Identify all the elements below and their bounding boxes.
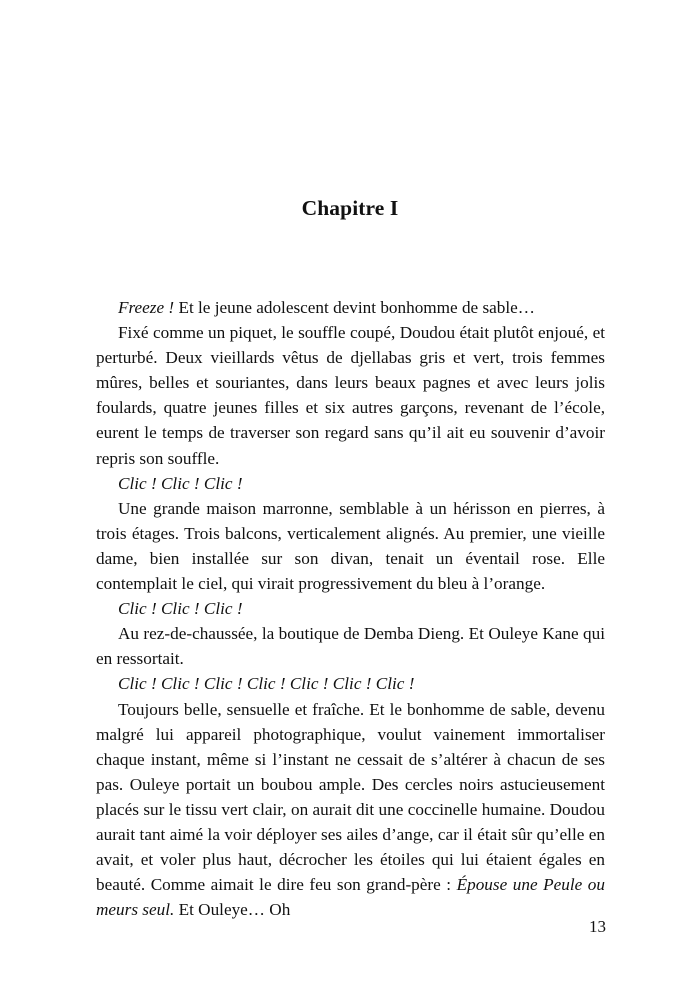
paragraph — [96, 471, 605, 496]
chapter-title: Chapitre I — [301, 196, 399, 220]
chapter-body — [96, 295, 605, 922]
paragraph-text: Toujours belle, sensuelle et fraîche. Et le bonhomme de sable, devenu malgré lui appareil photographique, voulut vainement immortaliser chaque instant, même si l’instant ne cessait de s’altérer à chacun de ses pas. Ouleye portait un boubou ample. Des cercles noirs astucieusement placés sur le tissu vert clair, on aurait dit une coccinelle humaine. Doudou aurait tant aimé la voir déployer ses ailes d’ange, car il était sûr qu’elle en avait, et voler plus haut, décrocher les étoiles qui lui étaient égales en beauté. Comme aimait le dire feu son grand-père : — [96, 699, 605, 895]
sound-effect: Clic ! Clic ! Clic ! Clic ! Clic ! Clic ! Clic ! — [118, 674, 415, 694]
paragraph-text: Une grande maison marronne, semblable à un hérisson en pierres, à trois étages. Trois balcons, verticalement alignés. Au premier, une vieille dame, bien installée sur son divan, tenait un éventail rose. Elle contemplait le ciel, qui virait progressivement du bleu à l’orange. — [96, 498, 605, 594]
page-number: 13 — [589, 917, 606, 936]
paragraph-text: Fixé comme un piquet, le souffle coupé, Doudou était plutôt enjoué, et perturbé. Deux vieillards vêtus de djellabas gris et vert, trois femmes mûres, belles et souriantes, dans leurs beaux pagnes et avec leurs jolis foulards, quatre jeunes filles et six autres garçons, revenant de l’école, eurent le temps de traverser son regard sans qu’il ait eu souvenir d’avoir repris son souffle. — [96, 323, 605, 468]
paragraph — [96, 671, 605, 696]
paragraph — [96, 596, 605, 621]
italic-quote: Épouse une Peule ou meurs seul. — [96, 875, 605, 920]
paragraph — [96, 697, 605, 923]
sound-effect: Clic ! Clic ! Clic ! — [118, 599, 243, 619]
paragraph-text: Et le jeune adolescent devint bonhomme de sable… — [174, 298, 535, 317]
italic-lead: Freeze ! — [118, 298, 175, 317]
paragraph — [96, 496, 605, 596]
paragraph — [96, 295, 605, 320]
sound-effect: Clic ! Clic ! Clic ! — [118, 473, 243, 493]
paragraph-text: Et Ouleye… Oh — [174, 900, 291, 920]
paragraph — [96, 621, 605, 671]
paragraph — [96, 320, 605, 471]
paragraph-text: Au rez-de-chaussée, la boutique de Demba Dieng. Et Ouleye Kane qui en ressortait. — [96, 624, 605, 669]
